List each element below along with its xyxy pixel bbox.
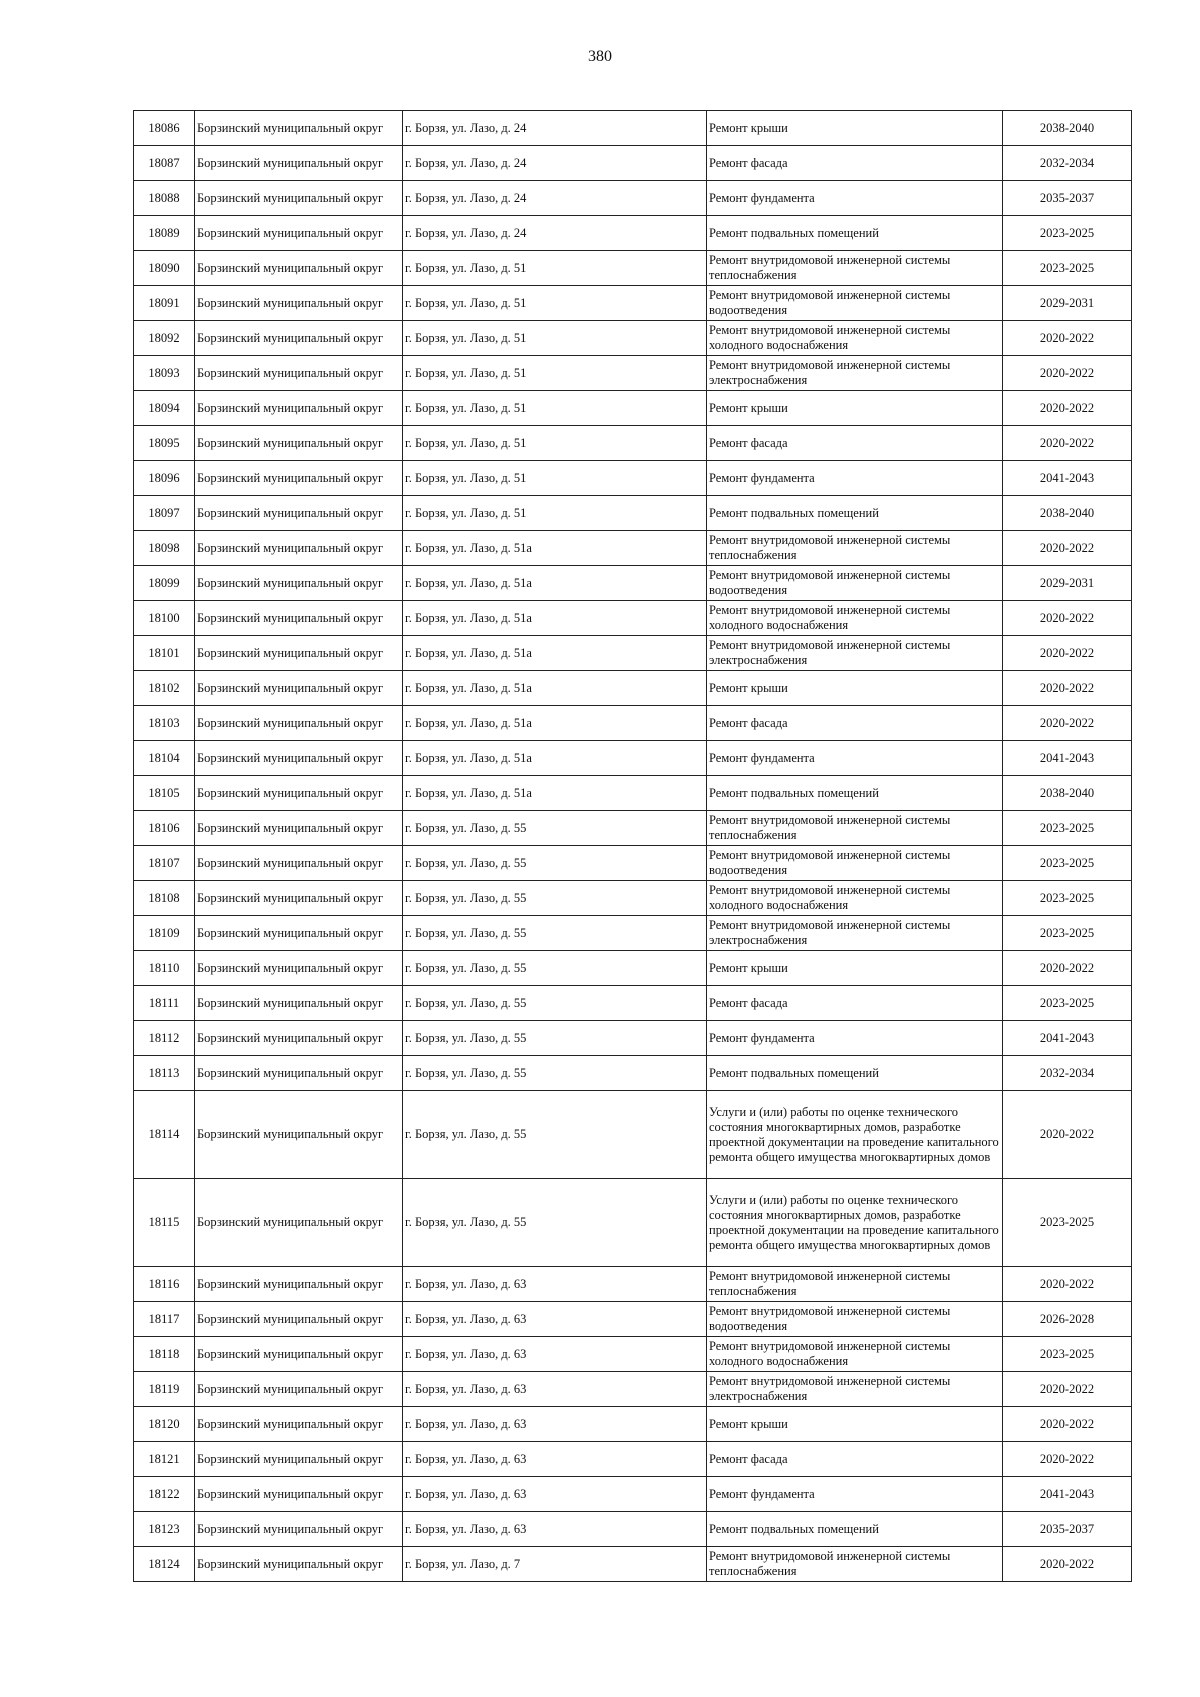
work-type-cell: Ремонт внутридомовой инженерной системы электроснабжения [707,916,1003,951]
row-number: 18114 [134,1091,195,1179]
work-type-cell: Ремонт подвальных помещений [707,1512,1003,1547]
table-row [134,426,1132,461]
work-type-cell: Ремонт внутридомовой инженерной системы водоотведения [707,1302,1003,1337]
period-cell: 2041-2043 [1003,1477,1132,1512]
table-row [134,776,1132,811]
row-number: 18108 [134,881,195,916]
table-row [134,321,1132,356]
row-number: 18110 [134,951,195,986]
municipality-cell: Борзинский муниципальный округ [195,111,403,146]
work-type-cell: Ремонт крыши [707,111,1003,146]
table-row [134,111,1132,146]
period-cell: 2029-2031 [1003,566,1132,601]
table-row [134,146,1132,181]
period-cell: 2041-2043 [1003,461,1132,496]
period-cell: 2020-2022 [1003,1372,1132,1407]
row-number: 18093 [134,356,195,391]
period-cell: 2020-2022 [1003,391,1132,426]
period-cell: 2020-2022 [1003,356,1132,391]
row-number: 18119 [134,1372,195,1407]
address-cell: г. Борзя, ул. Лазо, д. 51а [403,566,707,601]
work-type-cell: Ремонт внутридомовой инженерной системы электроснабжения [707,1372,1003,1407]
work-type-cell: Услуги и (или) работы по оценке технического состояния многоквартирных домов, разработке проектной документации на проведение капитального ремонта общего имущества многоквартирных домов [707,1091,1003,1179]
period-cell: 2041-2043 [1003,741,1132,776]
row-number: 18112 [134,1021,195,1056]
address-cell: г. Борзя, ул. Лазо, д. 55 [403,811,707,846]
address-cell: г. Борзя, ул. Лазо, д. 51 [403,461,707,496]
row-number: 18092 [134,321,195,356]
period-cell: 2020-2022 [1003,951,1132,986]
address-cell: г. Борзя, ул. Лазо, д. 51а [403,636,707,671]
row-number: 18115 [134,1179,195,1267]
work-type-cell: Ремонт внутридомовой инженерной системы холодного водоснабжения [707,1337,1003,1372]
municipality-cell: Борзинский муниципальный округ [195,286,403,321]
table-row [134,601,1132,636]
work-type-cell: Ремонт внутридомовой инженерной системы водоотведения [707,566,1003,601]
period-cell: 2023-2025 [1003,881,1132,916]
period-cell: 2038-2040 [1003,111,1132,146]
row-number: 18087 [134,146,195,181]
table-row [134,1547,1132,1582]
work-type-cell: Ремонт фундамента [707,1021,1003,1056]
table-row [134,531,1132,566]
work-type-cell: Ремонт внутридомовой инженерной системы теплоснабжения [707,1267,1003,1302]
period-cell: 2023-2025 [1003,1179,1132,1267]
period-cell: 2020-2022 [1003,426,1132,461]
address-cell: г. Борзя, ул. Лазо, д. 55 [403,881,707,916]
work-type-cell: Ремонт внутридомовой инженерной системы холодного водоснабжения [707,321,1003,356]
period-cell: 2020-2022 [1003,1407,1132,1442]
municipality-cell: Борзинский муниципальный округ [195,671,403,706]
work-type-cell: Ремонт фасада [707,706,1003,741]
address-cell: г. Борзя, ул. Лазо, д. 63 [403,1512,707,1547]
table-row [134,1056,1132,1091]
row-number: 18088 [134,181,195,216]
work-type-cell: Ремонт крыши [707,391,1003,426]
municipality-cell: Борзинский муниципальный округ [195,321,403,356]
municipality-cell: Борзинский муниципальный округ [195,1302,403,1337]
period-cell: 2023-2025 [1003,216,1132,251]
work-type-cell: Ремонт крыши [707,951,1003,986]
work-type-cell: Ремонт фундамента [707,741,1003,776]
row-number: 18124 [134,1547,195,1582]
municipality-cell: Борзинский муниципальный округ [195,391,403,426]
municipality-cell: Борзинский муниципальный округ [195,1442,403,1477]
work-type-cell: Ремонт подвальных помещений [707,496,1003,531]
period-cell: 2041-2043 [1003,1021,1132,1056]
table-row [134,461,1132,496]
municipality-cell: Борзинский муниципальный округ [195,1372,403,1407]
table-row [134,251,1132,286]
table-row [134,881,1132,916]
address-cell: г. Борзя, ул. Лазо, д. 51 [403,321,707,356]
work-type-cell: Ремонт подвальных помещений [707,216,1003,251]
row-number: 18107 [134,846,195,881]
row-number: 18123 [134,1512,195,1547]
row-number: 18104 [134,741,195,776]
address-cell: г. Борзя, ул. Лазо, д. 51 [403,356,707,391]
table-row [134,1267,1132,1302]
municipality-cell: Борзинский муниципальный округ [195,846,403,881]
work-type-cell: Ремонт внутридомовой инженерной системы водоотведения [707,846,1003,881]
page-number: 380 [588,48,612,65]
municipality-cell: Борзинский муниципальный округ [195,706,403,741]
table-row [134,1179,1132,1267]
table-row [134,1512,1132,1547]
address-cell: г. Борзя, ул. Лазо, д. 63 [403,1337,707,1372]
table-row [134,1091,1132,1179]
municipality-cell: Борзинский муниципальный округ [195,461,403,496]
work-type-cell: Ремонт фасада [707,1442,1003,1477]
row-number: 18098 [134,531,195,566]
period-cell: 2023-2025 [1003,916,1132,951]
address-cell: г. Борзя, ул. Лазо, д. 63 [403,1302,707,1337]
row-number: 18094 [134,391,195,426]
row-number: 18103 [134,706,195,741]
table-row [134,1337,1132,1372]
period-cell: 2020-2022 [1003,1547,1132,1582]
row-number: 18100 [134,601,195,636]
address-cell: г. Борзя, ул. Лазо, д. 55 [403,1021,707,1056]
municipality-cell: Борзинский муниципальный округ [195,1477,403,1512]
table-row [134,566,1132,601]
table-row [134,741,1132,776]
address-cell: г. Борзя, ул. Лазо, д. 55 [403,916,707,951]
municipality-cell: Борзинский муниципальный округ [195,426,403,461]
period-cell: 2020-2022 [1003,1267,1132,1302]
work-type-cell: Ремонт внутридомовой инженерной системы электроснабжения [707,356,1003,391]
municipality-cell: Борзинский муниципальный округ [195,1179,403,1267]
period-cell: 2020-2022 [1003,671,1132,706]
period-cell: 2020-2022 [1003,1091,1132,1179]
address-cell: г. Борзя, ул. Лазо, д. 51а [403,776,707,811]
municipality-cell: Борзинский муниципальный округ [195,181,403,216]
row-number: 18095 [134,426,195,461]
row-number: 18090 [134,251,195,286]
work-type-cell: Ремонт внутридомовой инженерной системы теплоснабжения [707,251,1003,286]
row-number: 18097 [134,496,195,531]
row-number: 18122 [134,1477,195,1512]
work-type-cell: Ремонт подвальных помещений [707,1056,1003,1091]
row-number: 18116 [134,1267,195,1302]
municipality-cell: Борзинский муниципальный округ [195,811,403,846]
address-cell: г. Борзя, ул. Лазо, д. 51 [403,391,707,426]
table-row [134,636,1132,671]
municipality-cell: Борзинский муниципальный округ [195,1407,403,1442]
municipality-cell: Борзинский муниципальный округ [195,356,403,391]
work-type-cell: Ремонт крыши [707,1407,1003,1442]
address-cell: г. Борзя, ул. Лазо, д. 55 [403,951,707,986]
period-cell: 2038-2040 [1003,776,1132,811]
table-row [134,1477,1132,1512]
row-number: 18120 [134,1407,195,1442]
address-cell: г. Борзя, ул. Лазо, д. 55 [403,986,707,1021]
row-number: 18118 [134,1337,195,1372]
capital-repair-table [133,110,1132,1582]
period-cell: 2038-2040 [1003,496,1132,531]
table-row [134,1021,1132,1056]
row-number: 18106 [134,811,195,846]
address-cell: г. Борзя, ул. Лазо, д. 51 [403,251,707,286]
municipality-cell: Борзинский муниципальный округ [195,951,403,986]
table-row [134,181,1132,216]
address-cell: г. Борзя, ул. Лазо, д. 63 [403,1372,707,1407]
municipality-cell: Борзинский муниципальный округ [195,251,403,286]
row-number: 18109 [134,916,195,951]
municipality-cell: Борзинский муниципальный округ [195,1547,403,1582]
address-cell: г. Борзя, ул. Лазо, д. 51а [403,706,707,741]
table-row [134,216,1132,251]
municipality-cell: Борзинский муниципальный округ [195,1021,403,1056]
municipality-cell: Борзинский муниципальный округ [195,566,403,601]
address-cell: г. Борзя, ул. Лазо, д. 51 [403,426,707,461]
period-cell: 2023-2025 [1003,251,1132,286]
table-row [134,986,1132,1021]
address-cell: г. Борзя, ул. Лазо, д. 63 [403,1477,707,1512]
address-cell: г. Борзя, ул. Лазо, д. 51 [403,286,707,321]
table-row [134,846,1132,881]
period-cell: 2020-2022 [1003,601,1132,636]
address-cell: г. Борзя, ул. Лазо, д. 24 [403,181,707,216]
period-cell: 2023-2025 [1003,846,1132,881]
address-cell: г. Борзя, ул. Лазо, д. 63 [403,1442,707,1477]
municipality-cell: Борзинский муниципальный округ [195,776,403,811]
table-row [134,1442,1132,1477]
work-type-cell: Ремонт внутридомовой инженерной системы водоотведения [707,286,1003,321]
period-cell: 2020-2022 [1003,636,1132,671]
table-row [134,916,1132,951]
work-type-cell: Ремонт фундамента [707,461,1003,496]
municipality-cell: Борзинский муниципальный округ [195,881,403,916]
municipality-cell: Борзинский муниципальный округ [195,146,403,181]
municipality-cell: Борзинский муниципальный округ [195,741,403,776]
municipality-cell: Борзинский муниципальный округ [195,916,403,951]
period-cell: 2035-2037 [1003,1512,1132,1547]
address-cell: г. Борзя, ул. Лазо, д. 24 [403,216,707,251]
period-cell: 2023-2025 [1003,1337,1132,1372]
work-type-cell: Ремонт фундамента [707,181,1003,216]
address-cell: г. Борзя, ул. Лазо, д. 51а [403,531,707,566]
row-number: 18099 [134,566,195,601]
row-number: 18121 [134,1442,195,1477]
work-type-cell: Ремонт внутридомовой инженерной системы холодного водоснабжения [707,881,1003,916]
row-number: 18102 [134,671,195,706]
table-row [134,1372,1132,1407]
work-type-cell: Ремонт внутридомовой инженерной системы электроснабжения [707,636,1003,671]
address-cell: г. Борзя, ул. Лазо, д. 63 [403,1407,707,1442]
municipality-cell: Борзинский муниципальный округ [195,986,403,1021]
table-row [134,1407,1132,1442]
row-number: 18117 [134,1302,195,1337]
address-cell: г. Борзя, ул. Лазо, д. 24 [403,146,707,181]
period-cell: 2020-2022 [1003,706,1132,741]
table-row [134,286,1132,321]
period-cell: 2020-2022 [1003,321,1132,356]
work-type-cell: Ремонт фасада [707,146,1003,181]
address-cell: г. Борзя, ул. Лазо, д. 24 [403,111,707,146]
work-type-cell: Ремонт внутридомовой инженерной системы теплоснабжения [707,531,1003,566]
table-row [134,496,1132,531]
period-cell: 2020-2022 [1003,531,1132,566]
row-number: 18105 [134,776,195,811]
table-row [134,951,1132,986]
row-number: 18101 [134,636,195,671]
address-cell: г. Борзя, ул. Лазо, д. 55 [403,846,707,881]
work-type-cell: Ремонт фасада [707,426,1003,461]
work-type-cell: Ремонт фундамента [707,1477,1003,1512]
table-row [134,706,1132,741]
table-body [134,111,1132,1582]
period-cell: 2032-2034 [1003,146,1132,181]
municipality-cell: Борзинский муниципальный округ [195,216,403,251]
table-row [134,671,1132,706]
work-type-cell: Услуги и (или) работы по оценке технического состояния многоквартирных домов, разработке проектной документации на проведение капитального ремонта общего имущества многоквартирных домов [707,1179,1003,1267]
work-type-cell: Ремонт внутридомовой инженерной системы холодного водоснабжения [707,601,1003,636]
address-cell: г. Борзя, ул. Лазо, д. 51а [403,741,707,776]
municipality-cell: Борзинский муниципальный округ [195,496,403,531]
row-number: 18113 [134,1056,195,1091]
work-type-cell: Ремонт внутридомовой инженерной системы теплоснабжения [707,1547,1003,1582]
address-cell: г. Борзя, ул. Лазо, д. 51а [403,601,707,636]
row-number: 18091 [134,286,195,321]
period-cell: 2029-2031 [1003,286,1132,321]
address-cell: г. Борзя, ул. Лазо, д. 63 [403,1267,707,1302]
work-type-cell: Ремонт крыши [707,671,1003,706]
work-type-cell: Ремонт фасада [707,986,1003,1021]
period-cell: 2035-2037 [1003,181,1132,216]
work-type-cell: Ремонт внутридомовой инженерной системы теплоснабжения [707,811,1003,846]
period-cell: 2032-2034 [1003,1056,1132,1091]
table-row [134,811,1132,846]
row-number: 18096 [134,461,195,496]
address-cell: г. Борзя, ул. Лазо, д. 51 [403,496,707,531]
address-cell: г. Борзя, ул. Лазо, д. 7 [403,1547,707,1582]
municipality-cell: Борзинский муниципальный округ [195,1337,403,1372]
municipality-cell: Борзинский муниципальный округ [195,1091,403,1179]
address-cell: г. Борзя, ул. Лазо, д. 55 [403,1091,707,1179]
period-cell: 2020-2022 [1003,1442,1132,1477]
period-cell: 2023-2025 [1003,986,1132,1021]
row-number: 18089 [134,216,195,251]
address-cell: г. Борзя, ул. Лазо, д. 55 [403,1179,707,1267]
municipality-cell: Борзинский муниципальный округ [195,601,403,636]
table-row [134,1302,1132,1337]
municipality-cell: Борзинский муниципальный округ [195,531,403,566]
address-cell: г. Борзя, ул. Лазо, д. 55 [403,1056,707,1091]
municipality-cell: Борзинский муниципальный округ [195,1267,403,1302]
row-number: 18086 [134,111,195,146]
municipality-cell: Борзинский муниципальный округ [195,1056,403,1091]
period-cell: 2026-2028 [1003,1302,1132,1337]
period-cell: 2023-2025 [1003,811,1132,846]
table-row [134,356,1132,391]
row-number: 18111 [134,986,195,1021]
work-type-cell: Ремонт подвальных помещений [707,776,1003,811]
municipality-cell: Борзинский муниципальный округ [195,1512,403,1547]
municipality-cell: Борзинский муниципальный округ [195,636,403,671]
address-cell: г. Борзя, ул. Лазо, д. 51а [403,671,707,706]
table-row [134,391,1132,426]
